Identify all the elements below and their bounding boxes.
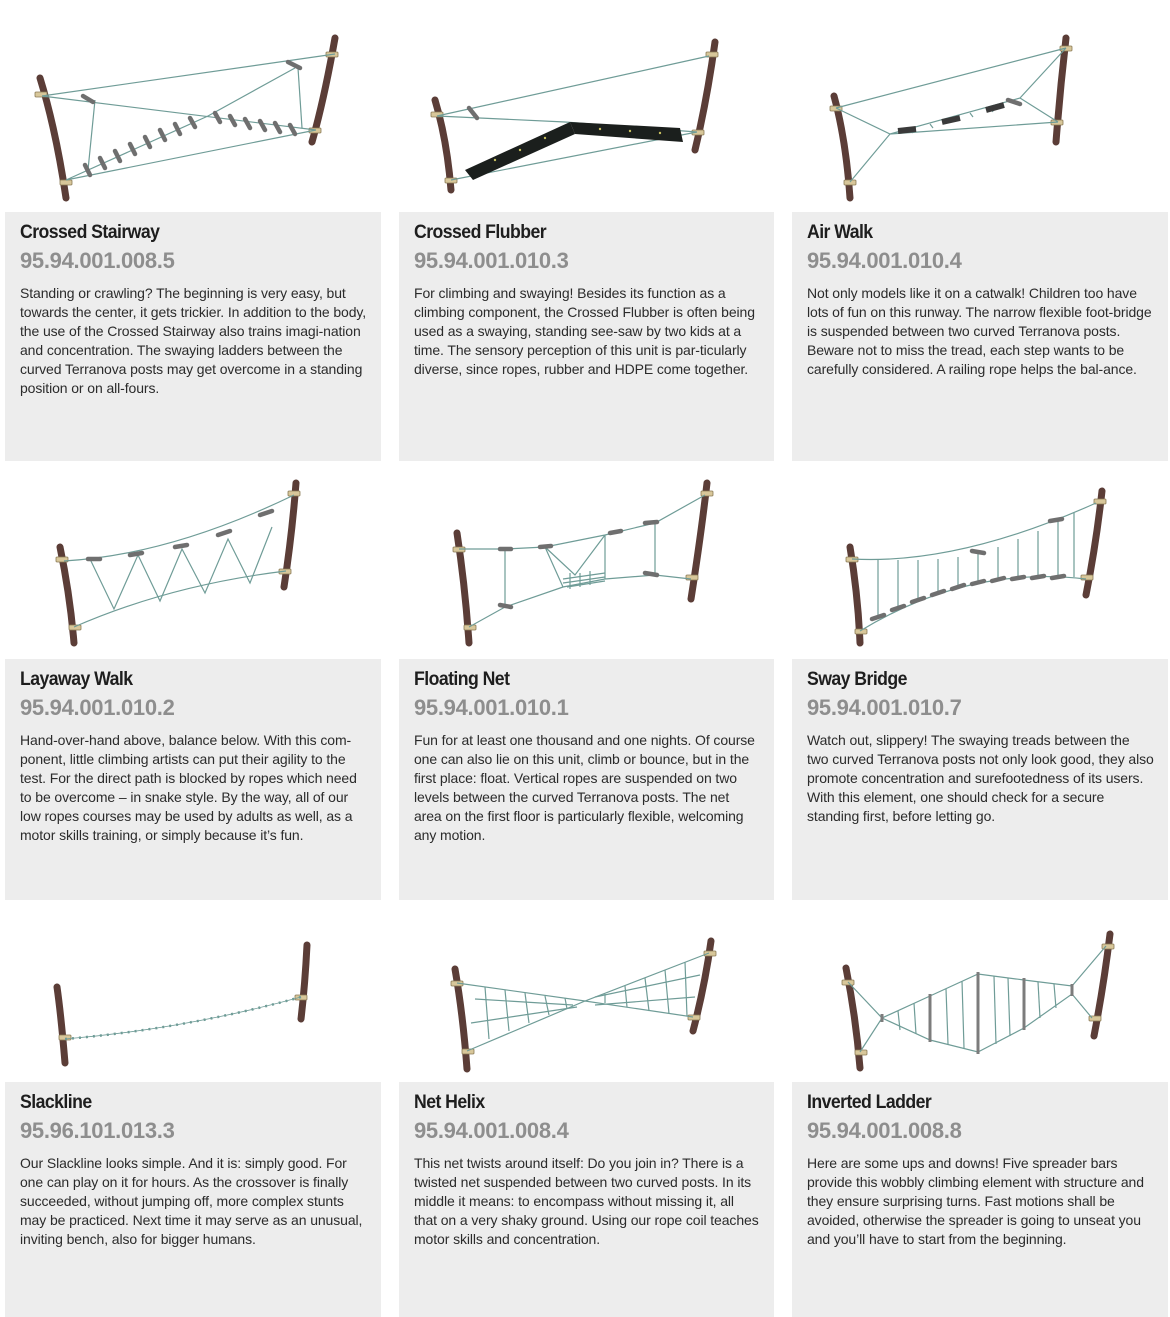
product-card-net-helix [399,1082,774,1317]
sway-bridge-illustration [838,475,1118,655]
product-name: Net Helix [414,1092,485,1113]
product-description: This net twists around itself: Do you join in? There is a twisted net suspended between two curved posts. In its middle it means: to encompass without missing it, all that on a very shaky ground. Using our rope coil teaches motor skills and concentration. [414,1155,759,1248]
product-name: Air Walk [807,222,873,243]
layaway-walk-illustration [50,475,330,655]
product-card-inverted-ladder [792,1082,1168,1317]
product-card-sway-bridge [792,659,1168,900]
product-code: 95.96.101.013.3 [20,1118,175,1143]
crossed-stairway-illustration [30,30,350,210]
product-name: Sway Bridge [807,669,907,690]
product-name: Crossed Stairway [20,222,160,243]
floating-net-illustration [445,475,735,655]
product-code: 95.94.001.008.4 [414,1118,569,1143]
product-code: 95.94.001.010.2 [20,695,175,720]
product-code: 95.94.001.010.7 [807,695,962,720]
product-card-air-walk [792,212,1168,461]
net-helix-illustration [445,935,735,1075]
product-code: 95.94.001.010.4 [807,248,962,273]
product-name: Layaway Walk [20,669,133,690]
product-name: Slackline [20,1092,92,1113]
product-description: Not only models like it on a catwalk! Children too have lots of fun on this runway. The narrow flexible foot-bridge is suspended between two curved Terranova posts. Beware not to miss the tread, each step wants to be carefully considered. A railing rope helps the bal-ance. [807,285,1152,378]
product-code: 95.94.001.010.3 [414,248,569,273]
product-name: Crossed Flubber [414,222,547,243]
product-description: Standing or crawling? The beginning is very easy, but towards the center, it gets trickier. In addition to the body, the use of the Crossed Stairway also trains imagi-nation and concentration. The swaying ladders between the curved Terranova posts may get overcome in a standing position or on all-fours. [20,285,367,397]
product-card-layaway-walk [5,659,381,900]
product-code: 95.94.001.010.1 [414,695,569,720]
product-card-slackline [5,1082,381,1317]
product-name: Floating Net [414,669,510,690]
product-description: Here are some ups and downs! Five spreader bars provide this wobbly climbing element with structure and they ensure surprising turns. Fast motions shall be avoided, otherwise the spreader is going to unseat you and you’ll have to start from the beginning. [807,1155,1144,1248]
product-name: Inverted Ladder [807,1092,932,1113]
product-card-floating-net [399,659,774,900]
product-description: Hand-over-hand above, balance below. With this com-ponent, little climbing artists can put their agility to the test. For the direct path is blocked by ropes which need to be overcome – in snake style. By the way, all of our low ropes courses may be used by adults as well, as a motor skills training, or simply because it’s fun. [20,732,357,844]
product-code: 95.94.001.008.8 [807,1118,962,1143]
product-description: Fun for at least one thousand and one nights. Of course one can also lie on this unit, climb or bounce, but in the first place: float. Vertical ropes are suspended on two levels between the curved Terranova posts. The net area on the first floor is particularly flexible, welcoming any motion. [414,732,755,844]
product-description: Watch out, slippery! The swaying treads between the two curved Terranova posts not only look good, they also promote concentration and surefootedness of its users. With this element, one should check for a secure standing first, before letting go. [807,732,1154,825]
product-code: 95.94.001.008.5 [20,248,175,273]
product-card-crossed-stairway [5,212,381,461]
product-description: For climbing and swaying! Besides its function as a climbing component, the Crossed Flubber is often being used as a swaying, standing see-saw by two kids at a time. The sensory perception of this unit is par-ticularly diverse, since ropes, rubber and HDPE come together. [414,285,755,378]
crossed-flubber-illustration [425,30,745,210]
slackline-illustration [45,935,325,1075]
product-card-crossed-flubber [399,212,774,461]
air-walk-illustration [820,30,1140,210]
product-description: Our Slackline looks simple. And it is: simply good. For one can play on it for hours. As the crossover is finally succeeded, without jumping off, more complex stunts may be practiced. Next time it may serve as an unusual, inviting bench, also for bigger humans. [20,1155,363,1248]
inverted-ladder-illustration [838,928,1128,1078]
